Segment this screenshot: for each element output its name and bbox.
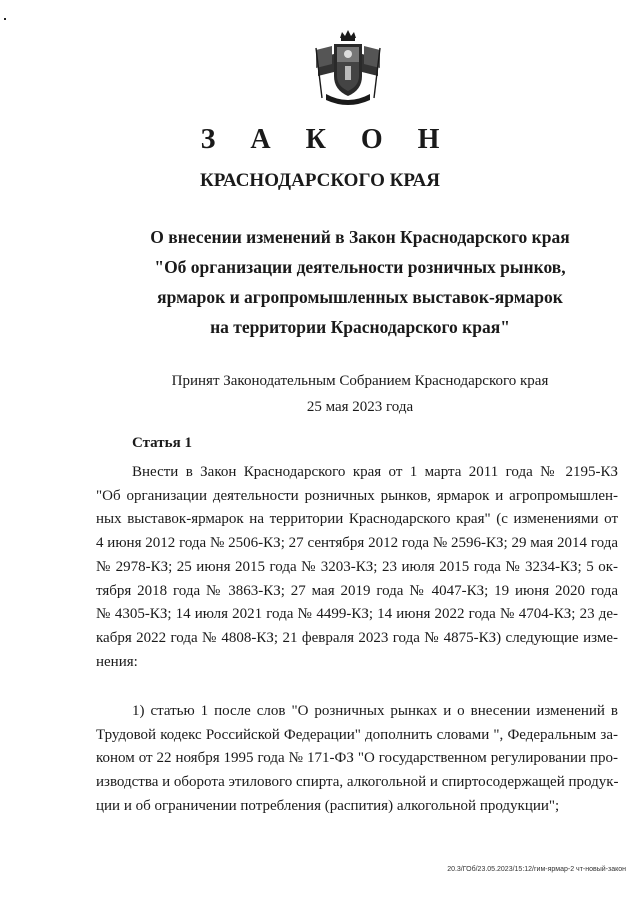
paragraph-line: кабря 2022 года № 4808-КЗ; 21 февраля 2023 года № 4875-КЗ) следующие изме-	[96, 629, 618, 646]
paragraph-line: ции и об ограничении потребления (распития) алкогольной продукции";	[96, 797, 560, 814]
paragraph-line: тября 2018 года № 3863-КЗ; 27 мая 2019 года № 4047-КЗ; 19 июня 2020 года	[96, 582, 618, 599]
document-subtitle: КРАСНОДАРСКОГО КРАЯ	[199, 170, 441, 191]
adoption-line: Принят Законодательным Собранием Краснодарского края	[171, 373, 549, 389]
article-paragraph-1	[96, 461, 618, 674]
paragraph-line: № 2978-КЗ; 25 июня 2015 года № 3203-КЗ; 23 июля 2015 года № 3234-КЗ; 5 ок-	[96, 558, 618, 575]
adoption-date: 25 мая 2023 года	[306, 399, 414, 415]
article-title: Статья 1	[132, 435, 192, 451]
paragraph-line: Внести в Закон Краснодарского края от 1 марта 2011 года № 2195-КЗ	[132, 464, 618, 480]
adoption-note	[60, 368, 640, 420]
paragraph-line: нения:	[96, 653, 138, 670]
paragraph-line: ных выставок-ярмарок на территории Краснодарского края" (с изменениями от	[96, 511, 618, 528]
footer-reference-code: 20.3/ГОб/23.05.2023/15:12/гим-ярмар-2 чт-новый-закон	[447, 866, 626, 873]
paragraph-line: Трудовой кодекс Российской Федерации" дополнить словами ", Федеральным за-	[96, 726, 618, 743]
coat-of-arms-emblem	[312, 28, 384, 108]
paragraph-line: коном от 22 ноября 1995 года № 171-ФЗ "О государственном регулировании про-	[96, 750, 618, 767]
heading-line: ярмарок и агропромышленных выставок-ярмарок	[157, 287, 563, 307]
paragraph-line: "Об организации деятельности розничных рынков, ярмарок и агропромышлен-	[96, 487, 618, 504]
scan-mark	[4, 18, 6, 20]
heading-line: О внесении изменений в Закон Краснодарского края	[150, 227, 570, 247]
paragraph-line: 4 июня 2012 года № 2506-КЗ; 27 сентября 2012 года № 2596-КЗ; 29 мая 2014 года	[96, 535, 618, 552]
article-paragraph-2	[96, 700, 618, 819]
paragraph-line: 1) статью 1 после слов "О розничных рынках и о внесении изменений в	[132, 703, 618, 719]
document-title: З А К О Н	[200, 124, 454, 155]
paragraph-line: № 4305-КЗ; 14 июля 2021 года № 4499-КЗ; 14 июня 2022 года № 4704-КЗ; 23 де-	[96, 606, 618, 623]
heading-line: "Об организации деятельности розничных рынков,	[154, 257, 566, 277]
paragraph-line: изводства и оборота этилового спирта, алкогольной и спиртосодержащей продук-	[96, 774, 619, 791]
heading-line: на территории Краснодарского края"	[210, 317, 510, 337]
law-heading	[60, 222, 640, 342]
